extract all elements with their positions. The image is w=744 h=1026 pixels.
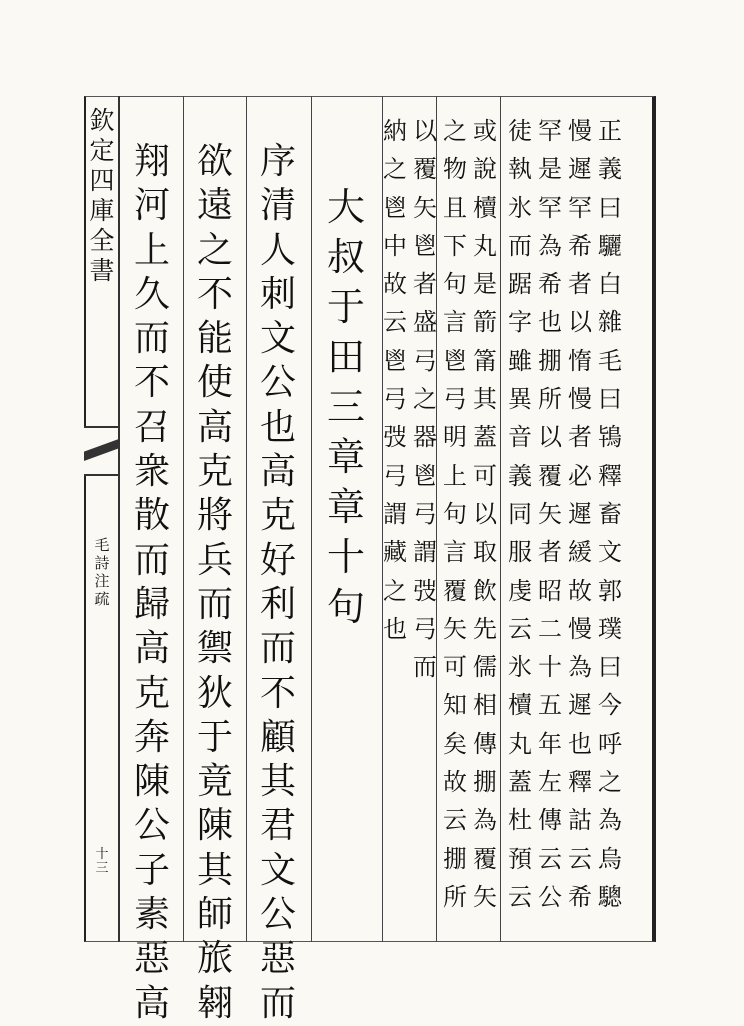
glyph: 上: [133, 229, 170, 271]
glyph: 為: [538, 231, 562, 260]
glyph: 河: [133, 185, 170, 227]
glyph: 陳: [196, 805, 233, 847]
glyph: 矢: [538, 499, 562, 528]
glyph: 曰: [598, 653, 622, 682]
glyph: 下: [443, 231, 467, 260]
glyph: 弓: [413, 499, 437, 528]
glyph: 序: [259, 141, 296, 182]
glyph: 杜: [508, 806, 532, 835]
glyph: 弓: [413, 614, 437, 643]
glyph: 弓: [383, 461, 407, 490]
glyph: 陳: [133, 761, 170, 803]
glyph: 克: [196, 451, 233, 493]
glyph: 而: [508, 231, 532, 260]
glyph: 服: [508, 538, 532, 567]
glyph: 釋: [568, 768, 592, 797]
page-number: [92, 848, 112, 876]
glyph: 竟: [196, 761, 233, 803]
glyph: 翱: [196, 982, 233, 1024]
glyph: 其: [259, 761, 296, 803]
glyph: 子: [133, 849, 170, 891]
glyph: 遲: [568, 155, 592, 184]
glyph: 為: [568, 653, 592, 682]
glyph: 翔: [133, 141, 170, 182]
glyph: 知: [443, 691, 467, 720]
glyph: 義: [508, 461, 532, 490]
glyph: 兵: [196, 539, 233, 581]
glyph: 文: [598, 538, 622, 567]
glyph: 以: [473, 499, 497, 528]
glyph: 其: [473, 385, 497, 414]
glyph: 定: [89, 136, 115, 165]
glyph: 鬯: [383, 193, 407, 222]
glyph: 矢: [413, 193, 437, 222]
glyph: 三: [326, 385, 365, 429]
glyph: 中: [383, 231, 407, 260]
commentary-column-5: [470, 112, 500, 916]
glyph: 高: [196, 406, 233, 448]
commentary-column-8: [380, 112, 410, 648]
glyph: 句: [326, 585, 365, 629]
column-rule: [311, 96, 312, 942]
glyph: 覆: [443, 576, 467, 605]
glyph: 疏: [94, 590, 110, 608]
column-rule: [183, 96, 184, 942]
glyph: 掤: [473, 768, 497, 797]
glyph: 雖: [508, 346, 532, 375]
glyph: 璞: [598, 614, 622, 643]
glyph: 也: [568, 729, 592, 758]
glyph: 克: [133, 672, 170, 714]
glyph: 呼: [598, 729, 622, 758]
text-column-11: [193, 140, 237, 1026]
glyph: 櫝: [508, 691, 532, 720]
glyph: 庫: [89, 196, 115, 225]
glyph: 掤: [443, 844, 467, 873]
page-gutter: [84, 96, 120, 942]
glyph: 丸: [508, 729, 532, 758]
glyph: 同: [508, 499, 532, 528]
glyph: 可: [473, 461, 497, 490]
glyph: 罕: [538, 117, 562, 145]
glyph: 緩: [568, 538, 592, 567]
glyph: 上: [443, 461, 467, 490]
glyph: 書: [89, 256, 115, 285]
glyph: 執: [508, 155, 532, 184]
glyph: 是: [538, 155, 562, 184]
glyph: 五: [538, 691, 562, 720]
glyph: 踞: [508, 270, 532, 299]
glyph: 傳: [473, 729, 497, 758]
glyph: 云: [538, 844, 562, 873]
glyph: 詩: [94, 554, 110, 572]
glyph: 徒: [508, 117, 532, 145]
glyph: 云: [568, 844, 592, 873]
glyph: 故: [383, 270, 407, 299]
glyph: 曰: [598, 193, 622, 222]
glyph: 烏: [598, 844, 622, 873]
glyph: 為: [473, 806, 497, 835]
glyph: 鬯: [383, 346, 407, 375]
glyph: 以: [538, 423, 562, 452]
glyph: 蓋: [473, 423, 497, 452]
glyph: 云: [508, 882, 532, 911]
glyph: 說: [473, 155, 497, 184]
glyph: 遲: [568, 691, 592, 720]
glyph: 可: [443, 653, 467, 682]
glyph: 公: [259, 362, 296, 404]
glyph: 于: [326, 285, 365, 329]
glyph: 之: [383, 576, 407, 605]
glyph: 而: [196, 583, 233, 625]
glyph: 謂: [383, 499, 407, 528]
glyph: 筩: [473, 346, 497, 375]
glyph: 章: [326, 435, 365, 479]
glyph: 四: [89, 166, 115, 195]
glyph: 君: [259, 805, 296, 847]
glyph: 利: [259, 583, 296, 625]
glyph: 慢: [568, 385, 592, 414]
glyph: 人: [259, 229, 296, 271]
glyph: 毛: [94, 536, 110, 554]
glyph: 其: [196, 849, 233, 891]
glyph: 公: [133, 805, 170, 847]
glyph: 故: [568, 576, 592, 605]
glyph: 高: [259, 451, 296, 493]
glyph: 以: [568, 308, 592, 337]
glyph: 狄: [196, 672, 233, 714]
glyph: 明: [443, 423, 467, 452]
glyph: 召: [133, 406, 170, 448]
glyph: 丸: [473, 231, 497, 260]
glyph: 禦: [196, 628, 233, 670]
glyph: 正: [598, 117, 622, 145]
glyph: 先: [473, 614, 497, 643]
glyph: 覆: [473, 844, 497, 873]
glyph: 雜: [598, 308, 622, 337]
glyph: 藏: [383, 538, 407, 567]
glyph: 克: [259, 495, 296, 537]
glyph: 故: [443, 768, 467, 797]
glyph: 者: [413, 270, 437, 299]
glyph: 相: [473, 691, 497, 720]
glyph: 矣: [443, 729, 467, 758]
glyph: 氷: [508, 653, 532, 682]
glyph: 必: [568, 461, 592, 490]
glyph: 十: [538, 653, 562, 682]
glyph: 欲: [196, 141, 233, 182]
glyph: 十: [326, 535, 365, 579]
glyph: 之: [443, 117, 467, 145]
glyph: 者: [568, 423, 592, 452]
glyph: 昭: [538, 576, 562, 605]
glyph: 遠: [196, 185, 233, 227]
column-rule: [500, 96, 501, 942]
glyph: 箭: [473, 308, 497, 337]
glyph: 言: [443, 538, 467, 567]
glyph: 器: [413, 423, 437, 452]
glyph: 慢: [568, 614, 592, 643]
glyph: 云: [443, 806, 467, 835]
glyph: 大: [326, 185, 365, 229]
glyph: 惡: [259, 938, 296, 980]
glyph: 二: [538, 614, 562, 643]
glyph: 句: [443, 270, 467, 299]
glyph: 矢: [473, 882, 497, 911]
glyph: 刺: [259, 273, 296, 315]
glyph: 飲: [473, 576, 497, 605]
glyph: 為: [598, 806, 622, 835]
glyph: 鴇: [598, 423, 622, 452]
glyph: 高: [133, 982, 170, 1024]
glyph: 惡: [133, 938, 170, 980]
glyph: 清: [259, 185, 296, 227]
commentary-column-7: [410, 112, 440, 686]
glyph: 驄: [598, 882, 622, 911]
glyph: 希: [568, 882, 592, 911]
glyph: 者: [568, 270, 592, 299]
glyph: 櫝: [473, 193, 497, 222]
glyph: 公: [538, 882, 562, 911]
glyph: 覆: [413, 155, 437, 184]
glyph: 惰: [568, 346, 592, 375]
glyph: 謂: [413, 538, 437, 567]
glyph: 儒: [473, 653, 497, 682]
glyph: 而: [259, 628, 296, 670]
glyph: 蓋: [508, 768, 532, 797]
glyph: 左: [538, 768, 562, 797]
glyph: 全: [89, 226, 115, 255]
glyph: 好: [259, 539, 296, 581]
glyph: 高: [133, 628, 170, 670]
glyph: 欽: [89, 106, 115, 135]
glyph: 或: [473, 117, 497, 145]
glyph: 也: [383, 614, 407, 643]
glyph: 使: [196, 362, 233, 404]
commentary-column-6: [440, 112, 470, 916]
glyph: 而: [413, 653, 437, 682]
glyph: 能: [196, 318, 233, 360]
glyph: 久: [133, 273, 170, 315]
glyph: 散: [133, 495, 170, 537]
glyph: 將: [196, 495, 233, 537]
glyph: 衆: [133, 451, 170, 493]
glyph: 三: [95, 861, 109, 876]
glyph: 傳: [538, 806, 562, 835]
glyph: 異: [508, 385, 532, 414]
chapter-closing-title: [323, 182, 369, 632]
glyph: 郭: [598, 576, 622, 605]
glyph: 以: [413, 117, 437, 145]
glyph: 鬯: [413, 461, 437, 490]
glyph: 句: [443, 499, 467, 528]
glyph: 弢: [413, 576, 437, 605]
glyph: 顧: [259, 716, 296, 758]
glyph: 物: [443, 155, 467, 184]
glyph: 旅: [196, 938, 233, 980]
commentary-column-4: [505, 112, 535, 916]
commentary-column-1: [595, 112, 625, 916]
glyph: 罕: [538, 193, 562, 222]
glyph: 納: [383, 117, 407, 145]
glyph: 田: [326, 335, 365, 379]
glyph: 不: [133, 362, 170, 404]
column-rule: [246, 96, 247, 942]
commentary-column-2: [565, 112, 595, 916]
glyph: 十: [95, 847, 109, 862]
glyph: 叔: [326, 235, 365, 279]
glyph: 之: [383, 155, 407, 184]
glyph: 弓: [383, 385, 407, 414]
text-column-10: [256, 140, 300, 1026]
glyph: 注: [94, 572, 110, 590]
glyph: 鬯: [413, 231, 437, 260]
glyph: 而: [133, 318, 170, 360]
glyph: 者: [538, 538, 562, 567]
glyph: 之: [598, 768, 622, 797]
glyph: 虔: [508, 576, 532, 605]
book-title: [92, 536, 112, 608]
glyph: 遲: [568, 499, 592, 528]
glyph: 掤: [538, 346, 562, 375]
glyph: 今: [598, 691, 622, 720]
glyph: 弓: [413, 346, 437, 375]
glyph: 畜: [598, 499, 622, 528]
glyph: 弢: [383, 423, 407, 452]
fish-tail-mark: [84, 426, 118, 476]
glyph: 音: [508, 423, 532, 452]
glyph: 字: [508, 308, 532, 337]
glyph: 矢: [443, 614, 467, 643]
glyph: 言: [443, 308, 467, 337]
glyph: 罕: [568, 193, 592, 222]
collection-title: [88, 106, 116, 286]
glyph: 而: [259, 982, 296, 1024]
glyph: 之: [413, 385, 437, 414]
glyph: 取: [473, 538, 497, 567]
glyph: 歸: [133, 583, 170, 625]
glyph: 之: [196, 229, 233, 271]
glyph: 年: [538, 729, 562, 758]
glyph: 所: [443, 882, 467, 911]
glyph: 希: [538, 270, 562, 299]
glyph: 不: [196, 273, 233, 315]
glyph: 覆: [538, 461, 562, 490]
glyph: 于: [196, 716, 233, 758]
glyph: 義: [598, 155, 622, 184]
glyph: 是: [473, 270, 497, 299]
glyph: 章: [326, 485, 365, 529]
glyph: 盛: [413, 308, 437, 337]
glyph: 也: [538, 308, 562, 337]
glyph: 公: [259, 894, 296, 936]
glyph: 云: [508, 614, 532, 643]
glyph: 曰: [598, 385, 622, 414]
text-column-12: [130, 140, 174, 1026]
glyph: 文: [259, 318, 296, 360]
glyph: 弓: [443, 385, 467, 414]
glyph: 也: [259, 406, 296, 448]
glyph: 素: [133, 894, 170, 936]
glyph: 慢: [568, 117, 592, 145]
glyph: 希: [568, 231, 592, 260]
glyph: 毛: [598, 346, 622, 375]
glyph: 詁: [568, 806, 592, 835]
glyph: 不: [259, 672, 296, 714]
glyph: 且: [443, 193, 467, 222]
glyph: 而: [133, 539, 170, 581]
glyph: 釋: [598, 461, 622, 490]
glyph: 預: [508, 844, 532, 873]
glyph: 鬯: [443, 346, 467, 375]
glyph: 云: [383, 308, 407, 337]
commentary-column-3: [535, 112, 565, 916]
glyph: 文: [259, 849, 296, 891]
glyph: 驪: [598, 231, 622, 260]
glyph: 氷: [508, 193, 532, 222]
glyph: 白: [598, 270, 622, 299]
glyph: 所: [538, 385, 562, 414]
glyph: 師: [196, 894, 233, 936]
glyph: 奔: [133, 716, 170, 758]
